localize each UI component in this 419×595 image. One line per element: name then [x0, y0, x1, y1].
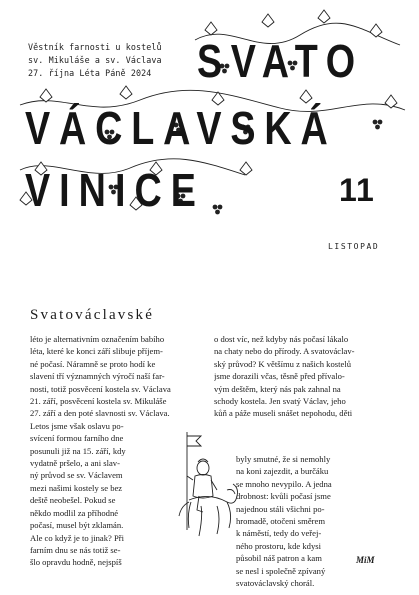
text-line: drobnost: kvůli počasí jsme	[236, 491, 331, 502]
text-line: ného prostoru, kde kdysi	[236, 540, 321, 551]
article-signature: MiM	[356, 555, 375, 565]
text-line: vydatně pršelo, a ani slav-	[30, 458, 120, 469]
text-line: na chaty nebo do přírody. A svatováclav-	[214, 346, 355, 357]
masthead-title-line: VÁCLAVSKÁ	[25, 102, 337, 154]
text-line: Ale co když je to jinak? Při	[30, 532, 125, 543]
info-line: sv. Mikuláše a sv. Václava	[28, 55, 162, 65]
text-line: se mnoho nevypilo. A jedna	[236, 478, 332, 489]
issue-month: LISTOPAD	[328, 242, 380, 251]
text-line: schody kostela. Jen svatý Václav, jeho	[214, 396, 346, 407]
text-line: mezi našimi kostely se bez	[30, 482, 123, 493]
text-line: jsme dorazili včas, těsně před přívalo-	[214, 371, 345, 382]
info-line: 27. října Léta Páně 2024	[28, 68, 152, 78]
text-line: nosti, totiž posvěcení kostela sv. Václava	[30, 383, 171, 394]
text-line: počasí, musel být zklamán.	[30, 520, 124, 531]
article-title: Svatováclavské	[30, 307, 155, 323]
text-line: vým deštěm, který nás pak zahnal na	[214, 383, 341, 394]
text-line: hromadě, otočeni směrem	[236, 516, 326, 527]
text-line: byly smutné, že si nemohly	[236, 454, 331, 464]
text-line: Letos jsme však oslavu po-	[30, 420, 124, 431]
masthead-title-line: SVATO	[197, 35, 364, 87]
saint-wenceslas-rider-illustration	[165, 430, 245, 550]
text-line: na koni zajezdit, a burčáku	[236, 466, 329, 477]
text-line: ský průvod? K většímu z našich kostelů	[214, 358, 352, 369]
text-line: působil náš patron a kam	[236, 553, 322, 564]
text-line: né počasí. Náramně se proto hodí ke	[30, 358, 156, 369]
text-line: farním dnu se nás totiž se-	[30, 544, 121, 555]
text-line: ný průvod se sv. Václavem	[30, 470, 123, 481]
info-line: Věstník farnosti u kostelů	[28, 42, 162, 52]
text-line: k náměstí, tedy do veřej-	[236, 528, 322, 539]
masthead-title-line: VINICE	[25, 164, 205, 216]
text-line: šlo opravdu hodně, nejspíš	[30, 557, 122, 568]
text-line: deště neobešel. Pokud se	[30, 495, 116, 506]
text-line: svatováclavský chorál.	[236, 578, 315, 589]
text-line: svícení formou farního dne	[30, 433, 124, 444]
text-line: léta, které ke konci září slibuje příjem-	[30, 346, 163, 357]
article-right-column-top	[214, 333, 390, 420]
text-line: kůň a páže museli snášet nepohodu, děti	[214, 408, 353, 419]
text-line: najednou stáli všichni po-	[236, 503, 325, 514]
text-line: posunuli již na 15. září, kdy	[30, 445, 126, 456]
issue-number: 11	[339, 172, 375, 208]
text-line: slavení tří významných výročí naší far-	[30, 371, 165, 382]
text-line: 21. září, posvěcení kostela sv. Mikuláše	[30, 396, 167, 407]
text-line: léto je alternativním označením babího	[30, 334, 165, 344]
article-right-column-bottom	[236, 453, 390, 589]
text-line: 27. září a den poté slavnosti sv. Václava.	[30, 408, 170, 419]
text-line: někdo modlil za příhodné	[30, 507, 119, 518]
text-line: se nesl i společně zpívaný	[236, 565, 326, 576]
text-line: o dost víc, než kdyby nás počasí lákalo	[214, 334, 349, 344]
